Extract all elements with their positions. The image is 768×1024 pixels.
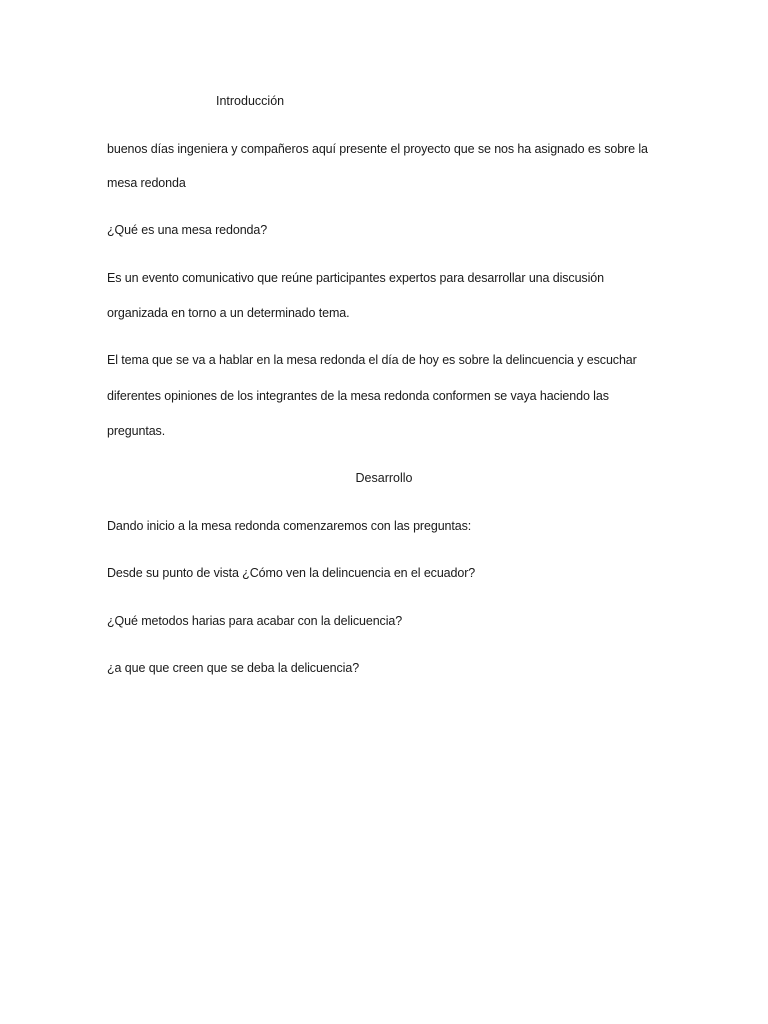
question-item-1: Desde su punto de vista ¿Cómo ven la delincuencia en el ecuador? <box>107 566 476 580</box>
topic-line-2: diferentes opiniones de los integrantes de la mesa redonda conformen se vaya haciendo las <box>107 389 609 403</box>
definition-line-2: organizada en torno a un determinado tema. <box>107 306 350 320</box>
question-item-3: ¿a que que creen que se deba la delicuencia? <box>107 661 360 675</box>
question-what-is: ¿Qué es una mesa redonda? <box>107 223 268 237</box>
development-heading: Desarrollo <box>355 471 413 485</box>
intro-paragraph-line-2: mesa redonda <box>107 176 186 190</box>
development-intro: Dando inicio a la mesa redonda comenzaremos con las preguntas: <box>107 519 472 533</box>
question-item-2: ¿Qué metodos harias para acabar con la delicuencia? <box>107 614 403 628</box>
topic-line-1: El tema que se va a hablar en la mesa redonda el día de hoy es sobre la delincuencia y escuchar <box>107 353 637 367</box>
topic-line-3: preguntas. <box>107 424 166 438</box>
intro-paragraph-line-1: buenos días ingeniera y compañeros aquí presente el proyecto que se nos ha asignado es sobre la <box>107 142 648 156</box>
intro-heading: Introducción <box>216 94 285 108</box>
definition-line-1: Es un evento comunicativo que reúne participantes expertos para desarrollar una discusión <box>107 271 604 285</box>
